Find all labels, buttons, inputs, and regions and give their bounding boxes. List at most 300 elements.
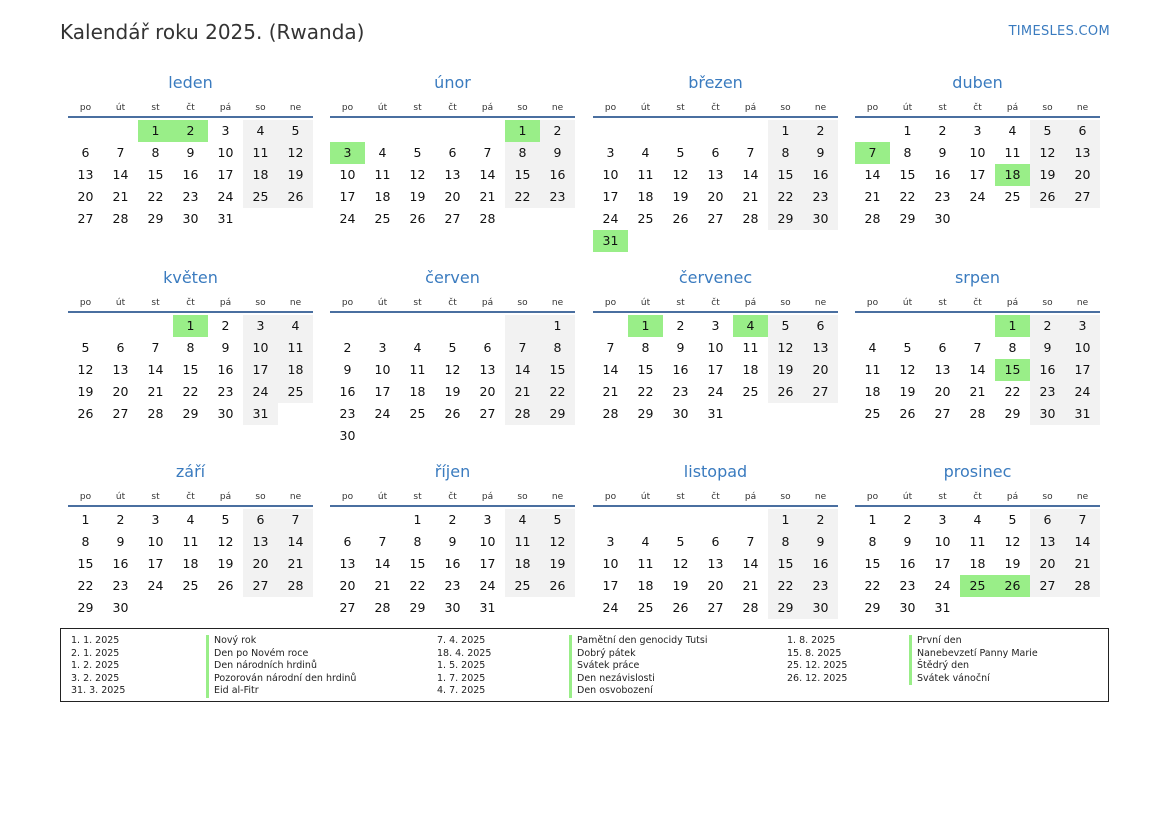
day-cell: 7 (278, 509, 313, 531)
day-cell: 10 (1065, 337, 1100, 359)
day-cell: 29 (182, 406, 199, 421)
empty-cell (365, 509, 400, 531)
month-únor (330, 72, 575, 230)
day-cell: 30 (899, 600, 916, 615)
day-cell: 6 (803, 315, 838, 337)
day-cell: 7 (116, 145, 125, 160)
day-cell: 2 (1030, 315, 1065, 337)
weekday-label: út (115, 492, 126, 502)
day-cell: 18 (278, 359, 313, 381)
weekday-header (330, 295, 575, 313)
weekday-label: st (151, 492, 160, 502)
day-cell: 11 (243, 142, 278, 164)
day-cell: 17 (1065, 359, 1100, 381)
empty-cell (960, 315, 995, 337)
day-grid (330, 507, 575, 619)
day-cell: 24 (707, 384, 724, 399)
day-cell: 4 (733, 315, 768, 337)
day-cell: 8 (903, 145, 912, 160)
weekday-label: st (151, 298, 160, 308)
empty-cell (365, 120, 400, 142)
legend-dates-1 (71, 635, 125, 698)
legend-dates-2 (437, 635, 491, 698)
day-cell: 29 (899, 211, 916, 226)
weekday-label: čt (711, 103, 720, 113)
day-cell: 20 (707, 578, 724, 593)
day-grid (593, 313, 838, 425)
day-cell: 22 (768, 575, 803, 597)
day-cell: 29 (1004, 406, 1021, 421)
empty-cell (628, 509, 663, 531)
day-cell: 4 (413, 340, 422, 355)
day-cell: 9 (1030, 337, 1065, 359)
empty-cell (733, 230, 768, 252)
day-cell: 19 (672, 189, 689, 204)
legend-holiday-name: První den (909, 635, 1038, 648)
day-cell: 1 (413, 512, 422, 527)
day-cell: 16 (934, 167, 951, 182)
day-cell: 15 (409, 556, 426, 571)
day-cell: 3 (378, 340, 387, 355)
weekday-header (593, 100, 838, 118)
weekday-label: čt (711, 298, 720, 308)
weekday-label: pá (219, 492, 232, 502)
day-cell: 30 (934, 211, 951, 226)
legend-date: 31. 3. 2025 (71, 685, 126, 696)
legend-date: 1. 7. 2025 (437, 672, 486, 684)
day-cell: 15 (540, 359, 575, 381)
legend-date: 7. 4. 2025 (437, 635, 486, 646)
day-cell: 10 (147, 534, 164, 549)
day-cell: 18 (969, 556, 986, 571)
day-cell: 6 (448, 145, 457, 160)
weekday-label: ne (1076, 103, 1089, 113)
weekday-label: út (902, 103, 913, 113)
day-cell: 5 (903, 340, 912, 355)
day-cell: 26 (1030, 186, 1065, 208)
day-cell: 2 (448, 512, 457, 527)
weekday-label: po (79, 103, 92, 113)
empty-cell (628, 120, 663, 142)
empty-cell (435, 315, 470, 337)
empty-cell (768, 403, 803, 425)
day-cell: 15 (768, 164, 803, 186)
empty-cell (435, 425, 470, 447)
legend-date: 25. 12. 2025 (787, 660, 848, 671)
empty-cell (330, 315, 365, 337)
day-cell: 28 (969, 406, 986, 421)
day-cell: 31 (593, 230, 628, 252)
day-cell: 4 (641, 534, 650, 549)
day-cell: 3 (151, 512, 160, 527)
day-cell: 21 (479, 189, 496, 204)
day-cell: 8 (505, 142, 540, 164)
day-cell: 16 (182, 167, 199, 182)
day-cell: 20 (1065, 164, 1100, 186)
day-cell: 18 (637, 578, 654, 593)
day-cell: 8 (186, 340, 195, 355)
legend-holiday-name: Den po Novém roce (206, 648, 356, 661)
day-cell: 21 (602, 384, 619, 399)
day-cell: 9 (676, 340, 685, 355)
day-cell: 24 (934, 578, 951, 593)
day-cell: 22 (899, 189, 916, 204)
day-cell: 25 (409, 406, 426, 421)
day-cell: 30 (1030, 403, 1065, 425)
day-cell: 28 (505, 403, 540, 425)
day-cell: 5 (676, 145, 685, 160)
day-cell: 20 (479, 384, 496, 399)
legend-names-2 (569, 635, 707, 698)
weekday-label: čt (448, 298, 457, 308)
day-cell: 5 (1008, 512, 1017, 527)
month-říjen (330, 461, 575, 619)
day-cell: 22 (182, 384, 199, 399)
weekday-label: čt (973, 298, 982, 308)
day-cell: 6 (243, 509, 278, 531)
empty-cell (663, 230, 698, 252)
day-cell: 28 (742, 600, 759, 615)
weekday-label: pá (481, 103, 494, 113)
day-cell: 29 (409, 600, 426, 615)
legend-date: 2. 1. 2025 (71, 647, 120, 659)
legend-holiday-name: Svátek vánoční (909, 673, 1038, 686)
day-cell: 3 (973, 123, 982, 138)
day-cell: 22 (505, 186, 540, 208)
day-cell: 24 (339, 211, 356, 226)
day-cell: 3 (1065, 315, 1100, 337)
day-cell: 2 (803, 120, 838, 142)
weekday-label: út (377, 103, 388, 113)
day-cell: 29 (864, 600, 881, 615)
day-cell: 1 (903, 123, 912, 138)
day-cell: 29 (768, 597, 803, 619)
day-cell: 27 (803, 381, 838, 403)
weekday-label: so (255, 298, 266, 308)
day-cell: 1 (81, 512, 90, 527)
weekday-label: so (1042, 103, 1053, 113)
day-cell: 25 (1004, 189, 1021, 204)
day-cell: 17 (374, 384, 391, 399)
day-cell: 12 (768, 337, 803, 359)
day-cell: 5 (676, 534, 685, 549)
weekday-label: st (938, 298, 947, 308)
day-grid (593, 507, 838, 619)
month-name: květen (163, 268, 218, 287)
day-cell: 30 (444, 600, 461, 615)
legend-names-3 (909, 635, 1038, 685)
day-cell: 21 (1065, 553, 1100, 575)
empty-cell (540, 597, 575, 619)
day-cell: 25 (637, 600, 654, 615)
day-cell: 10 (479, 534, 496, 549)
weekday-label: so (255, 103, 266, 113)
legend-names-1 (206, 635, 356, 698)
weekday-label: so (517, 492, 528, 502)
weekday-label: pá (744, 103, 757, 113)
day-cell: 27 (707, 600, 724, 615)
legend-date: 3. 2. 2025 (71, 672, 120, 684)
day-cell: 20 (934, 384, 951, 399)
empty-cell (698, 509, 733, 531)
weekday-label: po (866, 103, 879, 113)
day-cell: 19 (1004, 556, 1021, 571)
brand-link[interactable]: TIMESLES.COM (1008, 24, 1110, 39)
weekday-label: út (640, 492, 651, 502)
legend-date: 18. 4. 2025 (437, 647, 492, 659)
day-cell: 7 (151, 340, 160, 355)
weekday-label: ne (1076, 492, 1089, 502)
weekday-label: po (79, 492, 92, 502)
weekday-label: pá (1006, 103, 1019, 113)
weekday-label: út (640, 298, 651, 308)
day-cell: 1 (138, 120, 173, 142)
day-cell: 18 (409, 384, 426, 399)
day-cell: 5 (413, 145, 422, 160)
day-cell: 18 (243, 164, 278, 186)
weekday-label: po (604, 298, 617, 308)
day-cell: 7 (746, 145, 755, 160)
day-cell: 20 (339, 578, 356, 593)
day-cell: 2 (173, 120, 208, 142)
empty-cell (698, 230, 733, 252)
day-cell: 25 (742, 384, 759, 399)
weekday-label: pá (219, 298, 232, 308)
day-cell: 2 (221, 318, 230, 333)
day-cell: 21 (374, 578, 391, 593)
day-cell: 26 (995, 575, 1030, 597)
day-cell: 26 (77, 406, 94, 421)
day-cell: 12 (278, 142, 313, 164)
day-cell: 26 (540, 575, 575, 597)
day-cell: 9 (448, 534, 457, 549)
weekday-label: pá (1006, 298, 1019, 308)
legend-holiday-name: Pamětní den genocidy Tutsi (569, 635, 707, 648)
day-cell: 6 (1030, 509, 1065, 531)
weekday-label: st (938, 492, 947, 502)
day-cell: 11 (864, 362, 881, 377)
day-cell: 16 (672, 362, 689, 377)
day-cell: 23 (182, 189, 199, 204)
empty-cell (243, 208, 278, 230)
day-cell: 2 (540, 120, 575, 142)
empty-cell (1065, 597, 1100, 619)
empty-cell (103, 315, 138, 337)
day-cell: 1 (628, 315, 663, 337)
weekday-label: so (1042, 492, 1053, 502)
day-cell: 6 (711, 145, 720, 160)
month-březen (593, 72, 838, 252)
month-leden (68, 72, 313, 230)
day-cell: 14 (1065, 531, 1100, 553)
weekday-label: čt (711, 492, 720, 502)
weekday-label: pá (744, 492, 757, 502)
empty-cell (435, 120, 470, 142)
empty-cell (103, 120, 138, 142)
empty-cell (400, 120, 435, 142)
day-cell: 20 (112, 384, 129, 399)
weekday-label: st (151, 103, 160, 113)
day-cell: 19 (409, 189, 426, 204)
day-cell: 22 (147, 189, 164, 204)
weekday-label: st (413, 492, 422, 502)
day-cell: 15 (637, 362, 654, 377)
day-cell: 12 (672, 556, 689, 571)
holiday-legend (60, 628, 1109, 702)
day-cell: 23 (444, 578, 461, 593)
day-cell: 5 (221, 512, 230, 527)
weekday-header (330, 100, 575, 118)
day-cell: 7 (606, 340, 615, 355)
day-cell: 9 (938, 145, 947, 160)
day-cell: 9 (186, 145, 195, 160)
day-cell: 24 (602, 211, 619, 226)
day-cell: 4 (1008, 123, 1017, 138)
empty-cell (505, 597, 540, 619)
empty-cell (68, 120, 103, 142)
day-cell: 16 (803, 553, 838, 575)
weekday-label: po (604, 103, 617, 113)
day-cell: 18 (182, 556, 199, 571)
day-cell: 15 (77, 556, 94, 571)
day-cell: 8 (768, 142, 803, 164)
day-cell: 5 (448, 340, 457, 355)
day-cell: 19 (768, 359, 803, 381)
weekday-label: st (938, 103, 947, 113)
empty-cell (470, 120, 505, 142)
day-cell: 15 (182, 362, 199, 377)
day-cell: 8 (868, 534, 877, 549)
day-cell: 16 (1030, 359, 1065, 381)
page-title: Kalendář roku 2025. (Rwanda) (60, 20, 365, 44)
day-cell: 19 (444, 384, 461, 399)
day-cell: 10 (374, 362, 391, 377)
day-grid (68, 118, 313, 230)
weekday-label: čt (448, 103, 457, 113)
weekday-label: po (341, 298, 354, 308)
empty-cell (1030, 597, 1065, 619)
day-cell: 18 (742, 362, 759, 377)
day-cell: 3 (243, 315, 278, 337)
day-cell: 31 (1065, 403, 1100, 425)
month-květen (68, 267, 313, 425)
day-cell: 13 (479, 362, 496, 377)
day-cell: 6 (343, 534, 352, 549)
weekday-label: ne (289, 103, 302, 113)
day-cell: 28 (1065, 575, 1100, 597)
day-cell: 16 (217, 362, 234, 377)
weekday-header (68, 295, 313, 313)
day-cell: 26 (278, 186, 313, 208)
day-cell: 13 (803, 337, 838, 359)
day-cell: 15 (899, 167, 916, 182)
day-cell: 3 (483, 512, 492, 527)
weekday-label: so (517, 103, 528, 113)
day-cell: 5 (278, 120, 313, 142)
day-cell: 8 (1008, 340, 1017, 355)
weekday-label: ne (551, 103, 564, 113)
legend-holiday-name: Svátek práce (569, 660, 707, 673)
empty-cell (960, 208, 995, 230)
day-cell: 24 (374, 406, 391, 421)
day-cell: 24 (217, 189, 234, 204)
day-cell: 31 (243, 403, 278, 425)
day-cell: 23 (217, 384, 234, 399)
day-cell: 11 (1004, 145, 1021, 160)
weekday-label: so (517, 298, 528, 308)
day-cell: 21 (278, 553, 313, 575)
day-cell: 11 (742, 340, 759, 355)
weekday-label: st (413, 298, 422, 308)
empty-cell (663, 509, 698, 531)
legend-dates-3 (787, 635, 847, 685)
empty-cell (698, 120, 733, 142)
legend-holiday-name: Den osvobození (569, 685, 707, 698)
day-cell: 17 (602, 189, 619, 204)
legend-holiday-name: Dobrý pátek (569, 648, 707, 661)
day-cell: 7 (505, 337, 540, 359)
day-cell: 29 (77, 600, 94, 615)
empty-cell (278, 597, 313, 619)
weekday-label: čt (186, 103, 195, 113)
day-cell: 25 (182, 578, 199, 593)
weekday-label: st (413, 103, 422, 113)
day-cell: 13 (77, 167, 94, 182)
day-cell: 14 (278, 531, 313, 553)
day-grid (855, 118, 1100, 230)
weekday-label: út (115, 298, 126, 308)
empty-cell (855, 315, 890, 337)
day-cell: 9 (803, 142, 838, 164)
day-cell: 20 (1030, 553, 1065, 575)
day-cell: 10 (217, 145, 234, 160)
day-cell: 24 (479, 578, 496, 593)
legend-holiday-name: Den národních hrdinů (206, 660, 356, 673)
month-name: září (175, 462, 206, 481)
day-cell: 11 (409, 362, 426, 377)
empty-cell (400, 425, 435, 447)
day-cell: 1 (173, 315, 208, 337)
day-cell: 2 (903, 512, 912, 527)
weekday-header (855, 489, 1100, 507)
day-cell: 29 (540, 403, 575, 425)
legend-date: 26. 12. 2025 (787, 672, 848, 684)
day-cell: 19 (77, 384, 94, 399)
empty-cell (1030, 208, 1065, 230)
day-grid (855, 507, 1100, 619)
day-cell: 21 (147, 384, 164, 399)
day-cell: 4 (868, 340, 877, 355)
day-cell: 6 (81, 145, 90, 160)
day-cell: 9 (116, 534, 125, 549)
month-name: prosinec (943, 462, 1012, 481)
day-grid (68, 313, 313, 425)
day-cell: 5 (1030, 120, 1065, 142)
day-cell: 29 (637, 406, 654, 421)
day-cell: 23 (803, 186, 838, 208)
day-cell: 13 (112, 362, 129, 377)
empty-cell (995, 208, 1030, 230)
month-name: říjen (434, 462, 471, 481)
day-cell: 4 (973, 512, 982, 527)
legend-date: 1. 5. 2025 (437, 660, 486, 671)
day-cell: 28 (147, 406, 164, 421)
legend-holiday-name: Den nezávislosti (569, 673, 707, 686)
day-cell: 4 (278, 315, 313, 337)
day-cell: 25 (374, 211, 391, 226)
day-cell: 27 (444, 211, 461, 226)
day-cell: 8 (81, 534, 90, 549)
